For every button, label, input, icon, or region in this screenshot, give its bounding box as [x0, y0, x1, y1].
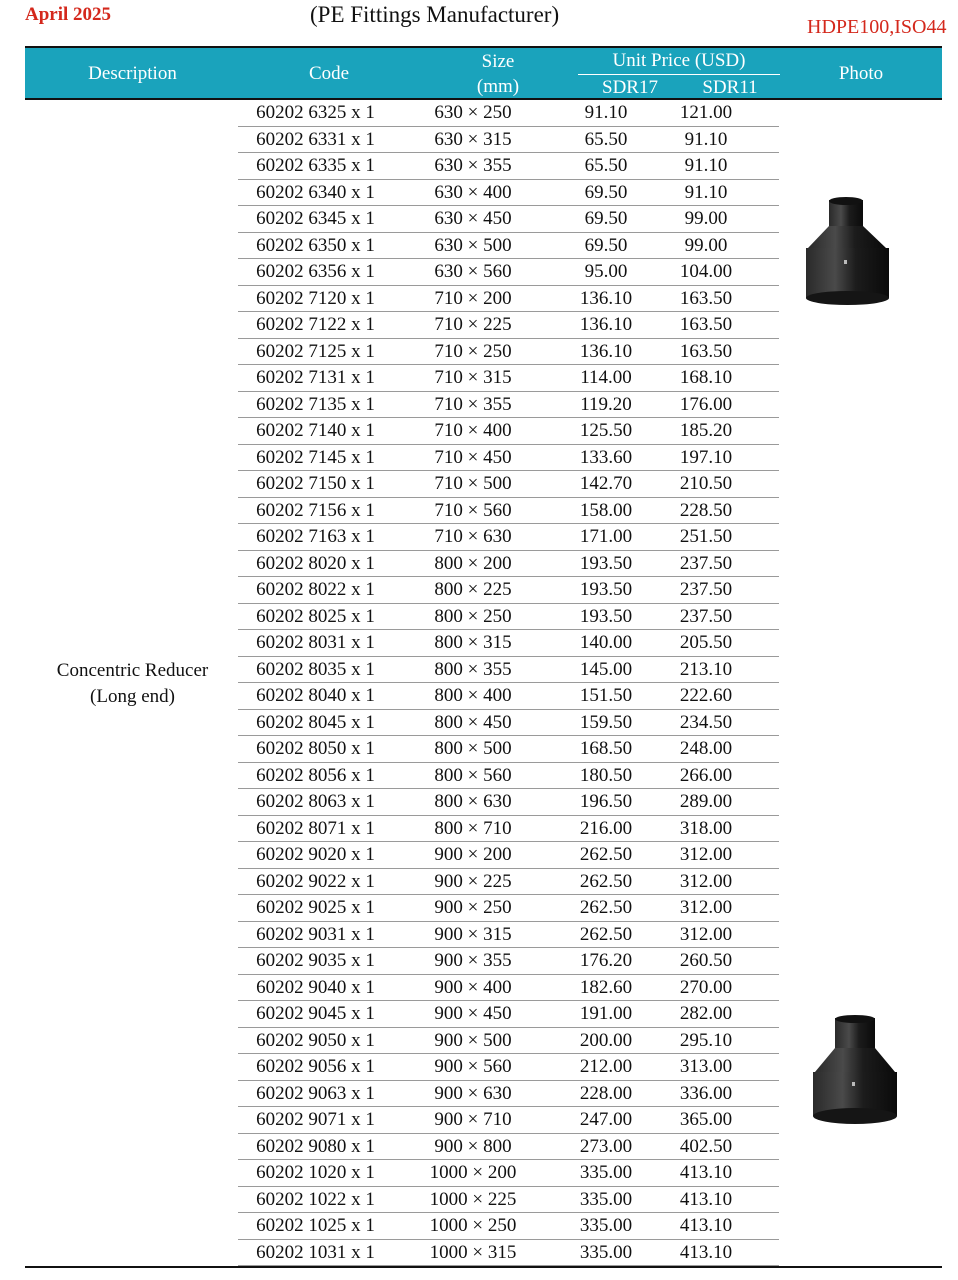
sdr17-price-cell: 191.00 — [579, 1003, 633, 1024]
code-cell: 60202 7120 x 1 — [256, 287, 375, 309]
size-cell: 800 × 315 — [434, 632, 512, 653]
code-cell: 60202 9031 x 1 — [256, 923, 375, 945]
sdr11-price-cell: 91.10 — [684, 155, 728, 176]
table-row — [238, 551, 779, 578]
code-cell: 60202 8022 x 1 — [256, 579, 375, 600]
table-row — [238, 392, 779, 419]
table-row — [238, 127, 779, 154]
sdr11-price-cell: 312.00 — [679, 923, 733, 945]
size-cell: 710 × 560 — [434, 499, 512, 521]
sdr11-price-cell: 413.10 — [679, 1162, 733, 1183]
sdr17-price-cell: 262.50 — [579, 870, 633, 892]
sdr11-price-cell: 213.10 — [679, 658, 733, 680]
size-cell: 900 × 315 — [434, 923, 512, 945]
code-cell: 60202 9080 x 1 — [256, 1135, 375, 1157]
code-cell: 60202 1020 x 1 — [256, 1162, 375, 1183]
product-variant: (Long end) — [90, 686, 175, 707]
code-cell: 60202 7131 x 1 — [256, 367, 375, 388]
table-row — [238, 365, 779, 392]
size-cell: 900 × 800 — [434, 1135, 512, 1157]
size-cell: 800 × 450 — [434, 711, 512, 733]
table-row — [238, 922, 779, 949]
size-cell: 900 × 250 — [434, 897, 512, 918]
sdr11-price-cell: 176.00 — [679, 393, 733, 415]
code-cell: 60202 9056 x 1 — [256, 1056, 375, 1077]
table-row — [238, 1028, 779, 1055]
code-cell: 60202 8031 x 1 — [256, 632, 375, 653]
table-row — [238, 233, 779, 260]
code-cell: 60202 8020 x 1 — [256, 552, 375, 574]
size-cell: 900 × 400 — [434, 976, 512, 998]
size-cell: 900 × 450 — [434, 1003, 512, 1024]
sdr11-price-cell: 163.50 — [679, 314, 733, 335]
sdr11-price-cell: 237.50 — [679, 605, 733, 627]
table-row — [238, 418, 779, 445]
header-code: Code — [308, 63, 350, 84]
sdr11-price-cell: 163.50 — [679, 340, 733, 362]
sdr17-price-cell: 136.10 — [579, 340, 633, 362]
sdr11-price-cell: 270.00 — [679, 976, 733, 998]
code-cell: 60202 7125 x 1 — [256, 340, 375, 362]
size-cell: 800 × 250 — [434, 605, 512, 627]
sdr11-price-cell: 260.50 — [679, 950, 733, 971]
size-cell: 710 × 630 — [434, 526, 512, 547]
sdr17-price-cell: 335.00 — [579, 1188, 633, 1210]
sdr17-price-cell: 335.00 — [579, 1162, 633, 1183]
sdr17-price-cell: 180.50 — [579, 764, 633, 786]
sdr17-price-cell: 95.00 — [584, 261, 628, 282]
sdr11-price-cell: 413.10 — [679, 1241, 733, 1263]
sdr11-price-cell: 402.50 — [679, 1135, 733, 1157]
table-row — [238, 1054, 779, 1081]
sdr17-price-cell: 91.10 — [584, 102, 628, 123]
code-cell: 60202 7122 x 1 — [256, 314, 375, 335]
table-row — [238, 1187, 779, 1214]
sdr17-price-cell: 262.50 — [579, 844, 633, 865]
size-cell: 900 × 355 — [434, 950, 512, 971]
size-cell: 800 × 200 — [434, 552, 512, 574]
size-cell: 1000 × 225 — [429, 1188, 517, 1210]
code-cell: 60202 1025 x 1 — [256, 1215, 375, 1236]
size-cell: 900 × 710 — [434, 1109, 512, 1130]
code-cell: 60202 6340 x 1 — [256, 181, 375, 203]
sdr17-price-cell: 182.60 — [579, 976, 633, 998]
table-row — [238, 763, 779, 790]
sdr17-price-cell: 262.50 — [579, 923, 633, 945]
size-cell: 800 × 355 — [434, 658, 512, 680]
size-cell: 1000 × 250 — [429, 1215, 517, 1236]
sdr17-price-cell: 212.00 — [579, 1056, 633, 1077]
code-cell: 60202 9063 x 1 — [256, 1082, 375, 1104]
sdr17-price-cell: 158.00 — [579, 499, 633, 521]
sdr17-price-cell: 193.50 — [579, 579, 633, 600]
size-cell: 900 × 200 — [434, 844, 512, 865]
sdr17-price-cell: 262.50 — [579, 897, 633, 918]
sdr17-price-cell: 335.00 — [579, 1215, 633, 1236]
sdr11-price-cell: 318.00 — [679, 817, 733, 839]
table-row — [238, 604, 779, 631]
code-cell: 60202 1031 x 1 — [256, 1241, 375, 1263]
table-row — [238, 1001, 779, 1028]
code-cell: 60202 7140 x 1 — [256, 420, 375, 441]
code-cell: 60202 9071 x 1 — [256, 1109, 375, 1130]
table-row — [238, 1107, 779, 1134]
sdr11-price-cell: 91.10 — [684, 181, 728, 203]
size-cell: 800 × 500 — [434, 738, 512, 759]
code-cell: 60202 1022 x 1 — [256, 1188, 375, 1210]
size-cell: 900 × 560 — [434, 1056, 512, 1077]
sdr17-price-cell: 145.00 — [579, 658, 633, 680]
table-row — [238, 1160, 779, 1187]
sdr11-price-cell: 197.10 — [679, 446, 733, 468]
concentric-reducer-photo-icon — [808, 1012, 903, 1126]
sdr11-price-cell: 312.00 — [679, 870, 733, 892]
size-cell: 800 × 630 — [434, 791, 512, 812]
sdr17-price-cell: 140.00 — [579, 632, 633, 653]
table-row — [238, 577, 779, 604]
header-price-divider — [578, 74, 780, 75]
table-row — [238, 153, 779, 180]
code-cell: 60202 9022 x 1 — [256, 870, 375, 892]
sdr11-price-cell: 312.00 — [679, 897, 733, 918]
size-cell: 900 × 500 — [434, 1029, 512, 1051]
sdr11-price-cell: 312.00 — [679, 844, 733, 865]
sdr11-price-cell: 237.50 — [679, 552, 733, 574]
sdr17-price-cell: 196.50 — [579, 791, 633, 812]
sdr11-price-cell: 210.50 — [679, 473, 733, 494]
code-cell: 60202 6335 x 1 — [256, 155, 375, 176]
sdr17-price-cell: 125.50 — [579, 420, 633, 441]
table-row — [238, 869, 779, 896]
table-row — [238, 524, 779, 551]
table-row — [238, 498, 779, 525]
code-cell: 60202 9050 x 1 — [256, 1029, 375, 1051]
size-cell: 1000 × 315 — [429, 1241, 517, 1263]
sdr17-price-cell: 216.00 — [579, 817, 633, 839]
price-table-body — [238, 100, 779, 1266]
sdr11-price-cell: 121.00 — [679, 102, 733, 123]
table-row — [238, 180, 779, 207]
table-row — [238, 710, 779, 737]
size-cell: 710 × 315 — [434, 367, 512, 388]
size-cell: 900 × 225 — [434, 870, 512, 892]
code-cell: 60202 6356 x 1 — [256, 261, 375, 282]
table-row — [238, 471, 779, 498]
sdr11-price-cell: 222.60 — [679, 685, 733, 706]
sdr11-price-cell: 237.50 — [679, 579, 733, 600]
sdr17-price-cell: 247.00 — [579, 1109, 633, 1130]
sdr11-price-cell: 185.20 — [679, 420, 733, 441]
size-cell: 800 × 225 — [434, 579, 512, 600]
code-cell: 60202 8071 x 1 — [256, 817, 375, 839]
sdr17-price-cell: 69.50 — [584, 208, 628, 229]
code-cell: 60202 9020 x 1 — [256, 844, 375, 865]
sdr17-price-cell: 273.00 — [579, 1135, 633, 1157]
code-cell: 60202 8035 x 1 — [256, 658, 375, 680]
table-row — [238, 1213, 779, 1240]
sdr11-price-cell: 282.00 — [679, 1003, 733, 1024]
code-cell: 60202 6345 x 1 — [256, 208, 375, 229]
code-cell: 60202 7156 x 1 — [256, 499, 375, 521]
sdr17-price-cell: 69.50 — [584, 181, 628, 203]
size-cell: 1000 × 200 — [429, 1162, 517, 1183]
sdr17-price-cell: 65.50 — [584, 128, 628, 150]
table-row — [238, 1081, 779, 1108]
sdr11-price-cell: 228.50 — [679, 499, 733, 521]
header-unit-price: Unit Price (USD) — [612, 50, 746, 71]
sdr17-price-cell: 142.70 — [579, 473, 633, 494]
sdr11-price-cell: 99.00 — [684, 208, 728, 229]
code-cell: 60202 7145 x 1 — [256, 446, 375, 468]
standard-label: HDPE100,ISO44 — [807, 16, 947, 38]
header-size: Size — [481, 51, 515, 72]
code-cell: 60202 9045 x 1 — [256, 1003, 375, 1024]
size-cell: 710 × 500 — [434, 473, 512, 494]
table-row — [238, 259, 779, 286]
sdr11-price-cell: 289.00 — [679, 791, 733, 812]
sdr17-price-cell: 151.50 — [579, 685, 633, 706]
table-row — [238, 736, 779, 763]
table-row — [238, 657, 779, 684]
table-row — [238, 445, 779, 472]
sdr17-price-cell: 114.00 — [580, 367, 632, 388]
sdr11-price-cell: 163.50 — [679, 287, 733, 309]
size-cell: 710 × 200 — [434, 287, 512, 309]
sdr17-price-cell: 176.20 — [579, 950, 633, 971]
date-label: April 2025 — [25, 4, 112, 25]
header-photo: Photo — [838, 63, 884, 84]
table-row — [238, 683, 779, 710]
table-header — [25, 46, 942, 100]
table-row — [238, 842, 779, 869]
code-cell: 60202 8063 x 1 — [256, 791, 375, 812]
code-cell: 60202 8025 x 1 — [256, 605, 375, 627]
table-bottom-rule — [25, 1266, 942, 1268]
size-cell: 630 × 560 — [434, 261, 512, 282]
sdr17-price-cell: 133.60 — [579, 446, 633, 468]
sdr11-price-cell: 205.50 — [679, 632, 733, 653]
sdr17-price-cell: 136.10 — [579, 314, 633, 335]
sdr11-price-cell: 413.10 — [679, 1188, 733, 1210]
code-cell: 60202 7135 x 1 — [256, 393, 375, 415]
product-name: Concentric Reducer — [56, 660, 209, 681]
table-row — [238, 630, 779, 657]
sdr11-price-cell: 91.10 — [684, 128, 728, 150]
table-row — [238, 1134, 779, 1161]
table-row — [238, 816, 779, 843]
header-size-unit: (mm) — [476, 76, 520, 97]
header-description: Description — [88, 63, 177, 84]
table-row — [238, 100, 779, 127]
sdr11-price-cell: 234.50 — [679, 711, 733, 733]
code-cell: 60202 9025 x 1 — [256, 897, 375, 918]
sdr17-price-cell: 200.00 — [579, 1029, 633, 1051]
sdr17-price-cell: 335.00 — [579, 1241, 633, 1263]
size-cell: 710 × 225 — [434, 314, 512, 335]
code-cell: 60202 8056 x 1 — [256, 764, 375, 786]
size-cell: 630 × 500 — [434, 234, 512, 256]
table-row — [238, 1240, 779, 1267]
sdr11-price-cell: 99.00 — [684, 234, 728, 256]
concentric-reducer-photo-icon — [800, 196, 895, 308]
code-cell: 60202 8050 x 1 — [256, 738, 375, 759]
code-cell: 60202 6331 x 1 — [256, 128, 375, 150]
header-sdr11: SDR11 — [702, 77, 758, 98]
size-cell: 630 × 355 — [434, 155, 512, 176]
sdr11-price-cell: 336.00 — [679, 1082, 733, 1104]
sdr17-price-cell: 171.00 — [579, 526, 633, 547]
sdr11-price-cell: 104.00 — [679, 261, 733, 282]
code-cell: 60202 7150 x 1 — [256, 473, 375, 494]
page-title: (PE Fittings Manufacturer) — [310, 2, 560, 27]
sdr11-price-cell: 295.10 — [679, 1029, 733, 1051]
sdr11-price-cell: 251.50 — [679, 526, 733, 547]
sdr11-price-cell: 248.00 — [679, 738, 733, 759]
size-cell: 800 × 400 — [434, 685, 512, 706]
size-cell: 630 × 400 — [434, 181, 512, 203]
table-row — [238, 975, 779, 1002]
sdr17-price-cell: 193.50 — [579, 552, 633, 574]
size-cell: 710 × 450 — [434, 446, 512, 468]
sdr11-price-cell: 313.00 — [679, 1056, 733, 1077]
code-cell: 60202 9035 x 1 — [256, 950, 375, 971]
code-cell: 60202 6350 x 1 — [256, 234, 375, 256]
sdr17-price-cell: 228.00 — [579, 1082, 633, 1104]
code-cell: 60202 8040 x 1 — [256, 685, 375, 706]
code-cell: 60202 9040 x 1 — [256, 976, 375, 998]
sdr17-price-cell: 193.50 — [579, 605, 633, 627]
size-cell: 800 × 560 — [434, 764, 512, 786]
header-sdr17: SDR17 — [602, 77, 658, 98]
sdr11-price-cell: 168.10 — [679, 367, 733, 388]
size-cell: 710 × 250 — [434, 340, 512, 362]
table-row — [238, 895, 779, 922]
table-row — [238, 312, 779, 339]
code-cell: 60202 6325 x 1 — [256, 102, 375, 123]
table-row — [238, 286, 779, 313]
size-cell: 630 × 315 — [434, 128, 512, 150]
table-row — [238, 206, 779, 233]
size-cell: 630 × 450 — [434, 208, 512, 229]
sdr17-price-cell: 136.10 — [579, 287, 633, 309]
product-description — [25, 658, 240, 710]
table-row — [238, 948, 779, 975]
size-cell: 800 × 710 — [434, 817, 512, 839]
size-cell: 630 × 250 — [434, 102, 512, 123]
sdr17-price-cell: 69.50 — [584, 234, 628, 256]
sdr17-price-cell: 168.50 — [579, 738, 633, 759]
table-row — [238, 339, 779, 366]
size-cell: 710 × 355 — [434, 393, 512, 415]
size-cell: 710 × 400 — [434, 420, 512, 441]
sdr17-price-cell: 65.50 — [584, 155, 628, 176]
code-cell: 60202 8045 x 1 — [256, 711, 375, 733]
sdr17-price-cell: 119.20 — [580, 393, 632, 415]
sdr11-price-cell: 266.00 — [679, 764, 733, 786]
sdr11-price-cell: 413.10 — [679, 1215, 733, 1236]
size-cell: 900 × 630 — [434, 1082, 512, 1104]
table-row — [238, 789, 779, 816]
sdr11-price-cell: 365.00 — [679, 1109, 733, 1130]
sdr17-price-cell: 159.50 — [579, 711, 633, 733]
code-cell: 60202 7163 x 1 — [256, 526, 375, 547]
